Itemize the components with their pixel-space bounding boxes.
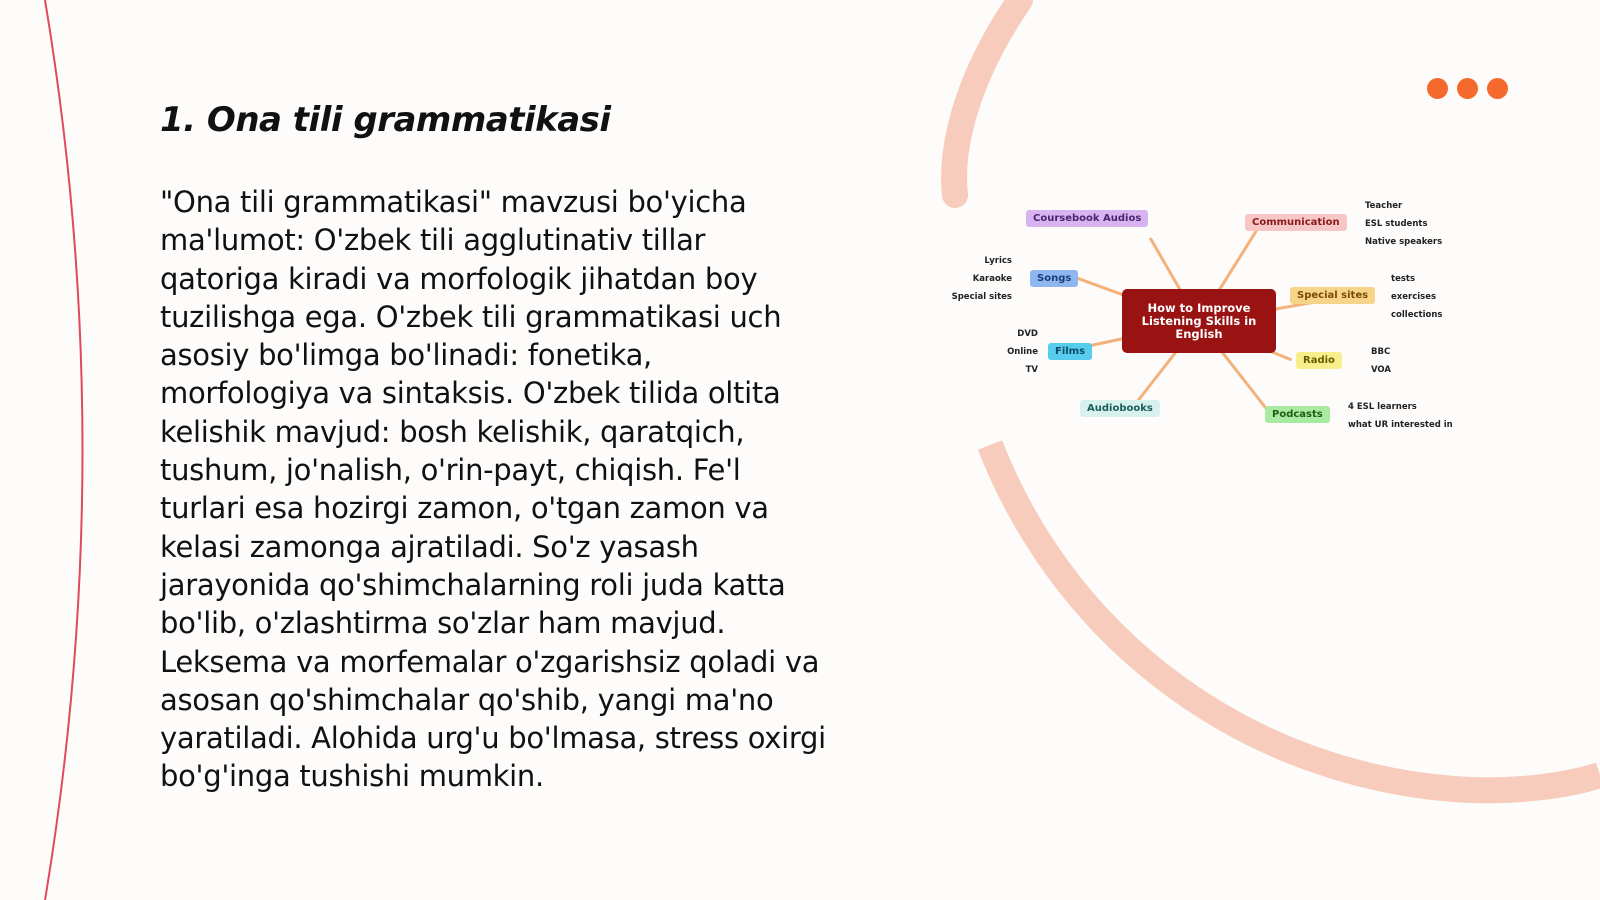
slide-body-text: "Ona tili grammatikasi" mavzusi bo'yicha ma'lumot: O'zbek tili agglutinativ tillar qatoriga kiradi va morfologik jihatdan boy tuzilishga ega. O'zbek tili grammatikasi uch asosiy bo'limga bo'linadi: fonetika, morfologiya va sintaksis. O'zbek tilida oltita kelishik mavjud: bosh kelishik, qaratqich, tushum, jo'nalish, o'rin-payt, chiqish. Fe'l turlari esa hozirgi zamon, o'tgan zamon va kelasi zamonga ajratiladi. So'z yasash jarayonida qo'shimchalarning roli juda katta bo'lib, o'zlashtirma so'zlar ham mavjud. Leksema va morfemalar o'zgarishsiz qoladi va asosan qo'shimchalar qo'shib, yangi ma'no yaratiladi. Alohida urg'u bo'lmasa, stress oxirgi bo'g'inga tushishi mumkin.: [160, 185, 826, 794]
mindmap-leaf: Karaoke: [972, 274, 1012, 284]
mindmap-leaf: Lyrics: [984, 256, 1012, 266]
mindmap-center-node: How to Improve Listening Skills in English: [1122, 289, 1276, 353]
mindmap-node-podcasts: Podcasts: [1265, 406, 1330, 423]
left-border-line: [45, 0, 83, 900]
mindmap-node-songs: Songs: [1030, 270, 1078, 287]
mindmap-leaf: ESL students: [1365, 219, 1428, 229]
mindmap-leaf: 4 ESL learners: [1348, 402, 1417, 412]
mindmap-leaf: DVD: [1017, 329, 1038, 339]
dot-2: [1457, 78, 1478, 99]
mindmap-node-radio: Radio: [1296, 352, 1342, 369]
mindmap-leaf: what UR interested in: [1348, 420, 1453, 430]
mindmap-leaf: Native speakers: [1365, 237, 1443, 247]
accent-dots: [1427, 78, 1508, 99]
dot-1: [1427, 78, 1448, 99]
background-arc: [954, 0, 1020, 195]
mindmap-leaf: VOA: [1371, 365, 1392, 375]
mindmap-node-coursebook: Coursebook Audios: [1026, 210, 1148, 227]
mindmap-leaf: exercises: [1391, 292, 1437, 302]
mindmap-node-special-sites: Special sites: [1290, 287, 1375, 304]
mindmap-leaf: Online: [1007, 347, 1038, 357]
mindmap-leaf: Special sites: [951, 292, 1012, 302]
mindmap-leaf: BBC: [1371, 347, 1391, 357]
mindmap-leaf: collections: [1391, 310, 1443, 320]
dot-3: [1487, 78, 1508, 99]
mindmap-leaf: TV: [1025, 365, 1038, 375]
mindmap-node-communication: Communication: [1245, 214, 1347, 231]
mindmap-leaf: Teacher: [1365, 201, 1403, 211]
mindmap-node-audiobooks: Audiobooks: [1080, 400, 1160, 417]
mindmap-leaf: tests: [1391, 274, 1416, 284]
slide-title: 1. Ona tili grammatikasi: [160, 100, 611, 140]
mindmap-image: [950, 195, 1460, 445]
background-arc-lower: [990, 445, 1600, 790]
mindmap-node-films: Films: [1048, 343, 1092, 360]
